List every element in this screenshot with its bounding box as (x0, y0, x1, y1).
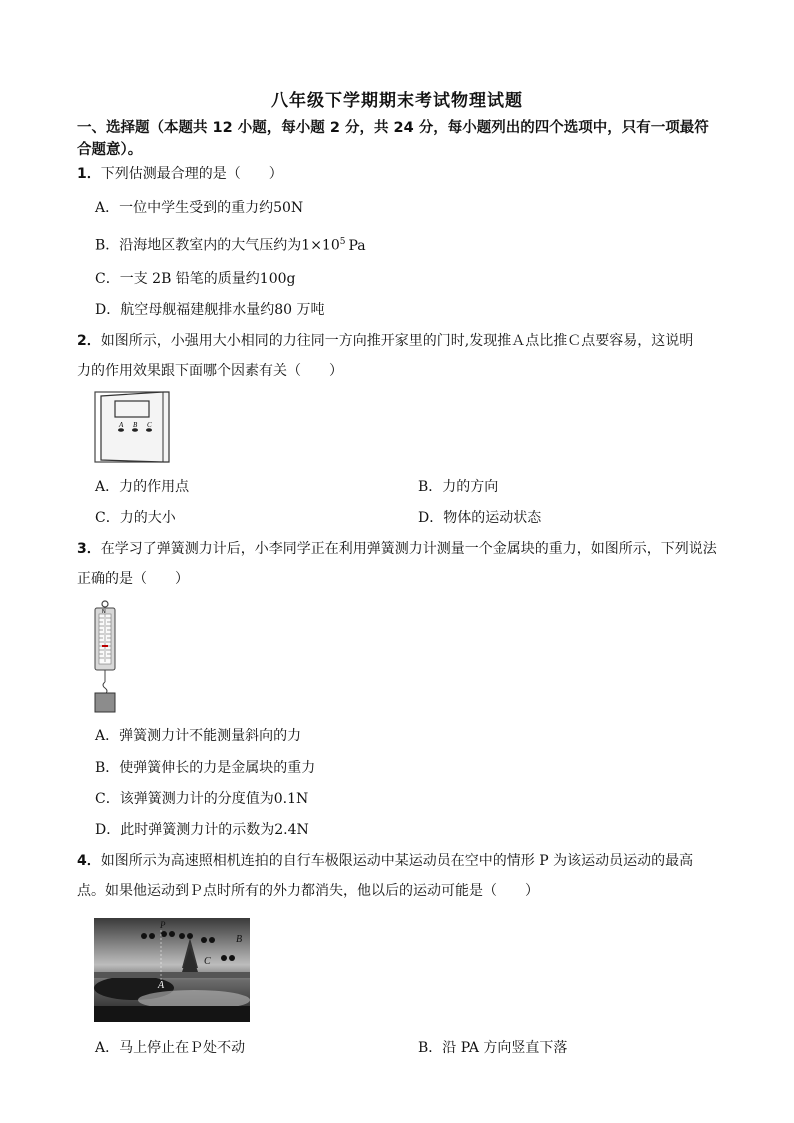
q3-option-d: D．此时弹簧测力计的示数为2.4N (95, 822, 309, 838)
question-number: 2． (77, 333, 101, 349)
section-heading-line-1: 一、选择题（本题共 12 小题，每小题 2 分，共 24 分，每小题列出的四个选项中，只有一项最符 (77, 120, 709, 136)
page-title: 八年级下学期期末考试物理试题 (271, 91, 523, 111)
question-number: 3． (77, 541, 101, 557)
q1-option-b (95, 232, 366, 256)
spring-scale-figure (92, 600, 118, 714)
question-1 (77, 159, 757, 189)
door-figure (93, 390, 171, 465)
section-heading (77, 117, 757, 161)
question-stem-line-1: 如图所示为高速照相机连拍的自行车极限运动中某运动员在空中的情形 P 为该运动员运动的最高 (100, 853, 694, 869)
q1-option-c: C．一支 2B 铅笔的质量约100g (95, 271, 296, 287)
question-2 (77, 326, 757, 386)
photo-label-c: C (204, 956, 211, 967)
question-stem-line-2: 正确的是（ ） (77, 571, 189, 587)
question-stem-line-1: 在学习了弹簧测力计后，小李同学正在利用弹簧测力计测量一个金属块的重力，如图所示，下列说法 (100, 541, 717, 557)
q2-option-b: B．力的方向 (418, 479, 499, 495)
section-heading-line-2: 合题意）。 (77, 142, 143, 158)
door-label-a: A (119, 421, 124, 429)
question-number: 1． (77, 166, 101, 182)
q4-option-a: A．马上停止在Ｐ处不动 (95, 1040, 246, 1056)
door-label-c: C (147, 421, 152, 429)
question-stem-line-2: 点。如果他运动到Ｐ点时所有的外力都消失，他以后的运动可能是（ ） (77, 883, 539, 899)
question-stem-line-2: 力的作用效果跟下面哪个因素有关（ ） (77, 363, 343, 379)
q1-option-b-base: 1×10 (301, 237, 340, 254)
q1-option-b-text: B．沿海地区教室内的大气压约为 (95, 237, 302, 254)
door-label-b: B (133, 421, 138, 429)
q2-option-a: A．力的作用点 (95, 479, 190, 495)
scale-unit-label: N (102, 609, 106, 615)
photo-label-p: P (160, 920, 166, 930)
question-number: 4． (77, 853, 101, 869)
bike-jump-photo (94, 918, 250, 1022)
q1-option-b-exponent: 5 (339, 237, 346, 247)
q1-option-a: A．一位中学生受到的重力约50N (95, 200, 304, 216)
question-4 (77, 846, 757, 906)
q4-option-b: B．沿 PA 方向竖直下落 (418, 1040, 568, 1056)
question-stem-line-1: 如图所示，小强用大小相同的力往同一方向推开家里的门时,发现推Ａ点比推Ｃ点要容易，这说明 (100, 333, 694, 349)
q3-option-b: B．使弹簧伸长的力是金属块的重力 (95, 760, 316, 776)
question-3 (77, 534, 757, 594)
q2-option-d: D．物体的运动状态 (418, 510, 542, 526)
q3-option-a: A．弹簧测力计不能测量斜向的力 (95, 728, 302, 744)
q2-option-c: C．力的大小 (95, 510, 176, 526)
photo-label-a: A (158, 980, 165, 991)
q1-option-d: D．航空母舰福建舰排水量约80 万吨 (95, 302, 325, 318)
q3-option-c: C．该弹簧测力计的分度值为0.1N (95, 791, 309, 807)
photo-label-b: B (236, 934, 243, 945)
q1-option-b-unit: Pa (348, 237, 366, 254)
question-stem: 下列估测最合理的是（ ） (100, 166, 283, 182)
